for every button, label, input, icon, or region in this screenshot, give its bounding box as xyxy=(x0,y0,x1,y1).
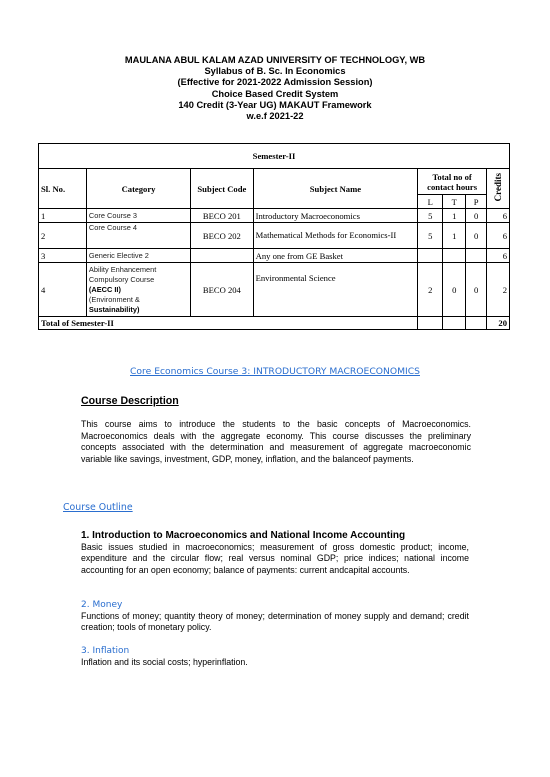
section-number: 3. xyxy=(81,646,90,656)
row-t: 1 xyxy=(443,209,466,223)
row-t: 1 xyxy=(443,223,466,249)
row-code: BECO 202 xyxy=(191,223,254,249)
document-header xyxy=(0,55,550,122)
row-l: 5 xyxy=(418,223,443,249)
total-l xyxy=(418,317,443,330)
total-label: Total of Semester-II xyxy=(39,317,418,330)
session-line: (Effective for 2021-2022 Admission Session) xyxy=(177,77,373,88)
credits-label: Credits xyxy=(493,173,503,202)
category-line: (AECC II) xyxy=(88,284,121,294)
col-l-header: L xyxy=(418,195,443,209)
row-t xyxy=(443,249,466,263)
row-p: 0 xyxy=(466,209,487,223)
section-number: 1. xyxy=(81,530,90,541)
framework-line: 140 Credit (3-Year UG) MAKAUT Framework xyxy=(178,99,372,110)
outline-section xyxy=(81,646,469,668)
row-name: Mathematical Methods for Economics-II xyxy=(253,223,418,249)
row-category xyxy=(86,263,190,317)
category-line: Ability Enhancement xyxy=(88,264,157,274)
row-credits: 2 xyxy=(487,263,510,317)
section-name: Money xyxy=(92,600,123,610)
col-p-header: P xyxy=(466,195,487,209)
row-credits: 6 xyxy=(487,249,510,263)
category-line: Sustainability) xyxy=(88,304,140,314)
row-code: BECO 201 xyxy=(191,209,254,223)
wef-line: w.e.f 2021-22 xyxy=(246,111,304,122)
row-p: 0 xyxy=(466,223,487,249)
row-l: 2 xyxy=(418,263,443,317)
section-title xyxy=(81,600,469,610)
section-body: Inflation and its social costs; hyperinflation. xyxy=(81,657,248,667)
col-credits-header xyxy=(487,169,510,209)
outline-section xyxy=(81,600,469,634)
system-line: Choice Based Credit System xyxy=(211,88,339,99)
row-credits: 6 xyxy=(487,223,510,249)
row-l: 5 xyxy=(418,209,443,223)
course-title: Core Economics Course 3: INTRODUCTORY MACROECONOMICS xyxy=(130,366,420,377)
semester-table xyxy=(38,143,510,330)
row-name: Any one from GE Basket xyxy=(253,249,418,263)
row-sl: 2 xyxy=(39,223,87,249)
table-row xyxy=(39,209,510,223)
row-p xyxy=(466,249,487,263)
table-row xyxy=(39,263,510,317)
total-p xyxy=(466,317,487,330)
col-name-header: Subject Name xyxy=(253,169,418,209)
row-sl: 1 xyxy=(39,209,87,223)
section-name: Introduction to Macroeconomics and National Income Accounting xyxy=(92,530,406,541)
section-body: Functions of money; quantity theory of money; determination of money supply and demand; credit creation; tools of monetary policy. xyxy=(81,611,469,633)
row-name: Environmental Science xyxy=(253,263,418,317)
col-category-header: Category xyxy=(86,169,190,209)
row-sl: 3 xyxy=(39,249,87,263)
section-number: 2. xyxy=(81,600,90,610)
col-code-header: Subject Code xyxy=(191,169,254,209)
syllabus-title: Syllabus of B. Sc. In Economics xyxy=(204,66,346,77)
row-code: BECO 204 xyxy=(191,263,254,317)
col-t-header: T xyxy=(443,195,466,209)
course-description-body: This course aims to introduce the students to the basic concepts of Macroeconomics. Macroeconomics deals with the aggregate economy. This course discusses the preliminary concepts associated with the determination and measurement of aggregate macroeconomic variable like savings, investment, GDP, money, inflation, and the balanceof payments. xyxy=(81,419,471,464)
section-body: Basic issues studied in macroeconomics; measurement of gross domestic product; income, expenditure and the circular flow; real versus nominal GDP; price indices; national income accounting for an open economy; balance of payments: current andcapital accounts. xyxy=(81,542,469,575)
row-category: Core Course 4 xyxy=(86,223,190,249)
semester-title: Semester-II xyxy=(39,144,510,169)
total-credits: 20 xyxy=(487,317,510,330)
total-row xyxy=(39,317,510,330)
outline-section xyxy=(81,530,469,576)
university-name: MAULANA ABUL KALAM AZAD UNIVERSITY OF TECHNOLOGY, WB xyxy=(124,55,426,65)
section-title xyxy=(81,646,469,656)
row-sl: 4 xyxy=(39,263,87,317)
row-t: 0 xyxy=(443,263,466,317)
row-category: Core Course 3 xyxy=(86,209,190,223)
row-credits: 6 xyxy=(487,209,510,223)
section-title xyxy=(81,530,469,541)
category-line: (Environment & xyxy=(88,294,140,304)
row-code xyxy=(191,249,254,263)
category-line: Compulsory Course xyxy=(88,274,155,284)
course-description-heading: Course Description xyxy=(81,395,179,407)
row-category: Generic Elective 2 xyxy=(86,249,190,263)
table-row xyxy=(39,223,510,249)
section-name: Inflation xyxy=(92,646,130,656)
course-outline-heading: Course Outline xyxy=(63,502,133,513)
total-t xyxy=(443,317,466,330)
table-row xyxy=(39,249,510,263)
col-sl-header: Sl. No. xyxy=(39,169,87,209)
col-hours-header: Total no of contact hours xyxy=(418,169,487,195)
row-l xyxy=(418,249,443,263)
row-p: 0 xyxy=(466,263,487,317)
row-name: Introductory Macroeconomics xyxy=(253,209,418,223)
